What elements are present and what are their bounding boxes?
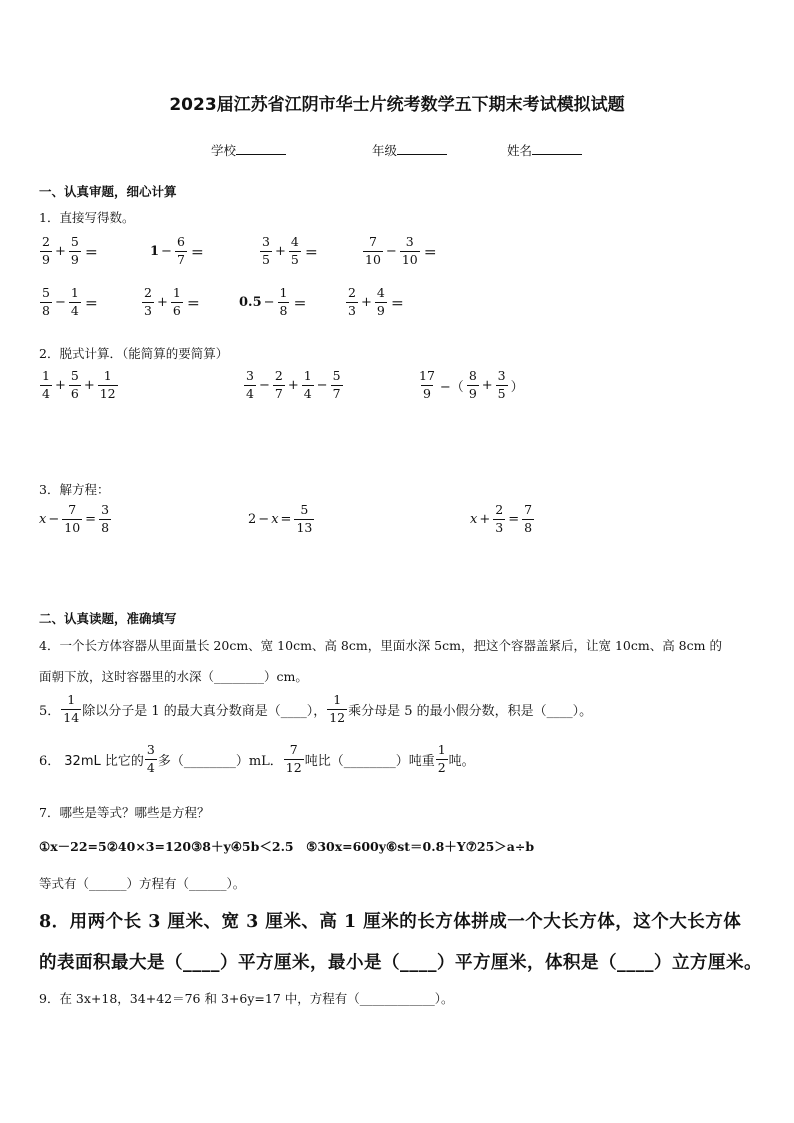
- q1-expr-3: $\frac{3}{5}$ + $\frac{4}{5}$ ＝: [262, 234, 318, 267]
- q1-expr-5: $\frac{5}{8}$ − $\frac{1}{4}$ ＝: [42, 285, 98, 318]
- fraction: $\frac{2}{3}$: [144, 285, 152, 318]
- fraction: $\frac{6}{7}$: [176, 234, 185, 267]
- fraction: $\frac{2}{3}$: [495, 502, 504, 535]
- q2-label: 2．脱式计算．（能简算的要简算）: [39, 346, 229, 361]
- fraction: $\frac{1}{8}$: [279, 285, 288, 318]
- q7-answer-line: 等式有（______）方程有（______）。: [39, 876, 246, 891]
- q2-expr-2: $\frac{3}{4}$ − $\frac{2}{7}$ + $\frac{1}{4}$ − $\frac{5}{7}$: [246, 368, 341, 401]
- grade-field[interactable]: [372, 141, 447, 159]
- q1-expr-6: $\frac{2}{3}$ + $\frac{1}{6}$ ＝: [144, 285, 200, 318]
- q1-label: 1．直接写得数。: [39, 210, 135, 225]
- q7-text-line1: 7．哪些是等式？哪些是方程？: [39, 805, 210, 820]
- section2-heading: 二、认真读题，准确填写: [39, 611, 177, 626]
- q6-text: 6． 32mL 比它的 $\frac{3}{4}$ 多（________）mL． $\frac{7}{12}$ 吨比（________）吨重 $\frac{1}{2}$ 吨。: [39, 742, 475, 775]
- fraction: $\frac{2}{7}$: [274, 368, 283, 401]
- q3-equation-2: 2 − x = $\frac{5}{13}$: [248, 502, 313, 535]
- fraction: $\frac{3}{4}$: [246, 368, 254, 401]
- fraction: $\frac{3}{8}$: [101, 502, 110, 535]
- fraction: $\frac{1}{6}$: [172, 285, 181, 318]
- q4-text-line2: 面朝下放，这时容器里的水深（________）cm。: [39, 669, 308, 684]
- q4-text-line1: 4．一个长方体容器从里面量长 20cm、宽 10cm、高 8cm，里面水深 5cm，把这个容器盖紧后，让宽 10cm、高 8cm 的: [39, 638, 722, 653]
- fraction: $\frac{5}{13}$: [296, 502, 313, 535]
- school-blank[interactable]: [236, 142, 286, 155]
- q1-expr-8: $\frac{2}{3}$ + $\frac{4}{9}$ ＝: [348, 285, 404, 318]
- name-blank[interactable]: [532, 142, 582, 155]
- q3-equation-3: x + $\frac{2}{3}$ = $\frac{7}{8}$: [470, 502, 533, 535]
- q1-expr-2: 1 − $\frac{6}{7}$ ＝: [150, 234, 204, 267]
- q1-expr-7: 0.5 − $\frac{1}{8}$ ＝: [239, 285, 307, 318]
- q8-text-line2: 的表面积最大是（____）平方厘米，最小是（____）平方厘米，体积是（____）立方厘米。: [39, 953, 762, 973]
- fraction: $\frac{7}{12}$: [285, 742, 302, 775]
- fraction: $\frac{4}{9}$: [376, 285, 385, 318]
- q7-expressions: ①x－22=5②40×3=120③8＋y④5b＜2.5 ⑤30x=600y⑥st＝0.8＋Y⑦25＞a÷b: [39, 839, 535, 854]
- fraction: $\frac{4}{5}$: [290, 234, 299, 267]
- q8-text-line1: 8．用两个长 3 厘米、宽 3 厘米、高 1 厘米的长方体拼成一个大长方体，这个大长方体: [39, 912, 742, 932]
- fraction: $\frac{7}{10}$: [365, 234, 381, 267]
- fraction: $\frac{1}{12}$: [329, 692, 346, 725]
- fraction: $\frac{5}{8}$: [42, 285, 50, 318]
- grade-blank[interactable]: [397, 142, 447, 155]
- fraction: $\frac{7}{10}$: [64, 502, 81, 535]
- name-field[interactable]: [507, 141, 582, 159]
- fraction: $\frac{17}{9}$: [419, 368, 435, 401]
- section1-heading: 一、认真审题，细心计算: [39, 184, 177, 199]
- q9-text: 9．在 3x+18，34+42＝76 和 3+6y=17 中，方程有（____________）。: [39, 991, 454, 1006]
- fraction: $\frac{3}{5}$: [262, 234, 270, 267]
- fraction: $\frac{1}{2}$: [437, 742, 446, 775]
- grade-label: 年级: [372, 143, 398, 158]
- school-label: 学校: [211, 143, 237, 158]
- fraction: $\frac{2}{9}$: [42, 234, 50, 267]
- fraction: $\frac{8}{9}$: [468, 368, 477, 401]
- fraction: $\frac{3}{5}$: [497, 368, 506, 401]
- fraction: $\frac{1}{14}$: [63, 692, 80, 725]
- fraction: $\frac{7}{8}$: [524, 502, 533, 535]
- fraction: $\frac{5}{6}$: [70, 368, 79, 401]
- school-field[interactable]: [211, 141, 286, 159]
- fraction: $\frac{1}{12}$: [99, 368, 116, 401]
- fraction: $\frac{5}{9}$: [70, 234, 79, 267]
- fraction: $\frac{1}{4}$: [42, 368, 50, 401]
- fraction: $\frac{3}{4}$: [146, 742, 155, 775]
- fraction: $\frac{1}{4}$: [70, 285, 79, 318]
- fraction: $\frac{5}{7}$: [332, 368, 341, 401]
- q2-expr-3: $\frac{17}{9}$ −（ $\frac{8}{9}$ + $\frac{3}{5}$ ）: [419, 368, 524, 401]
- name-label: 姓名: [507, 143, 533, 158]
- fraction: $\frac{3}{10}$: [401, 234, 418, 267]
- page-title: 2023届江苏省江阴市华士片统考数学五下期末考试模拟试题: [169, 95, 625, 115]
- q2-expr-1: $\frac{1}{4}$ + $\frac{5}{6}$ + $\frac{1}{12}$: [42, 368, 116, 401]
- q1-expr-1: $\frac{2}{9}$ + $\frac{5}{9}$ ＝: [42, 234, 98, 267]
- q3-equation-1: x − $\frac{7}{10}$ = $\frac{3}{8}$: [39, 502, 110, 535]
- fraction: $\frac{2}{3}$: [348, 285, 356, 318]
- q1-expr-4: $\frac{7}{10}$ − $\frac{3}{10}$ ＝: [365, 234, 437, 267]
- fraction: $\frac{1}{4}$: [303, 368, 312, 401]
- q3-label: 3．解方程：: [39, 482, 110, 497]
- q5-text: 5． $\frac{1}{14}$ 除以分子是 1 的最大真分数商是（____）， $\frac{1}{12}$ 乘分母是 5 的最小假分数，积是（____）。: [39, 692, 593, 725]
